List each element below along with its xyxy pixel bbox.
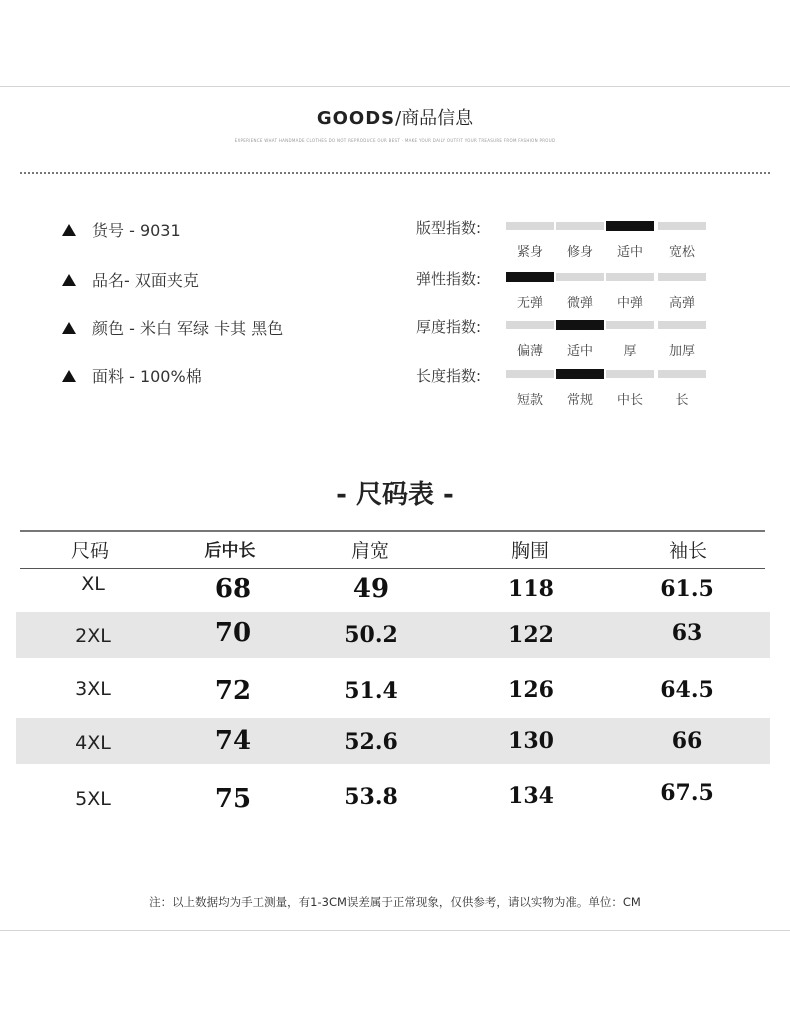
table-header-sleeve: 袖长: [668, 540, 707, 562]
index-option: 中长: [616, 393, 643, 408]
index-elasticity: [416, 268, 716, 311]
brand-text: GOODS: [316, 108, 396, 129]
index-option: 厚: [623, 344, 637, 359]
bottom-border: [0, 930, 790, 931]
index-option: 无弹: [516, 296, 543, 311]
chest-cell: 130: [508, 728, 554, 754]
index-option: 适中: [566, 344, 593, 359]
header-title: 商品信息: [401, 108, 474, 129]
table-header-size: 尺码: [70, 540, 109, 562]
sleeve-cell: 64.5: [660, 677, 714, 703]
index-label: 弹性指数:: [416, 270, 482, 288]
header-slash: /: [395, 108, 402, 129]
top-border: [0, 86, 790, 87]
index-label: 长度指数:: [416, 367, 482, 385]
index-bar: [506, 222, 554, 230]
index-option: 宽松: [668, 245, 695, 260]
info-text: 颜色 - 米白 军绿 卡其 黑色: [92, 319, 284, 338]
info-item-color: [62, 316, 283, 339]
shoulder-cell: 49: [352, 574, 390, 604]
table-row: [16, 772, 770, 818]
size-cell: 3XL: [75, 678, 111, 700]
triangle-bullet-icon: [62, 274, 76, 286]
shoulder-cell: 51.4: [344, 678, 398, 704]
index-bar: [506, 370, 554, 378]
index-bar: [506, 272, 554, 282]
index-bar: [658, 222, 706, 230]
table-top-rule: [20, 530, 765, 532]
size-cell: XL: [81, 573, 105, 595]
table-row: [16, 612, 770, 658]
info-item-fabric: [62, 364, 202, 387]
back-length-cell: 68: [214, 574, 252, 604]
table-row: [16, 566, 770, 612]
index-option: 短款: [516, 393, 543, 408]
back-length-cell: 70: [214, 618, 252, 648]
sleeve-cell: 66: [671, 728, 703, 754]
sleeve-cell: 61.5: [660, 576, 714, 602]
index-bar: [658, 273, 706, 281]
size-cell: 2XL: [75, 625, 111, 647]
sleeve-cell: 67.5: [660, 780, 714, 806]
index-option: 加厚: [668, 344, 695, 359]
triangle-bullet-icon: [62, 322, 76, 334]
index-option: 偏薄: [516, 344, 543, 359]
shoulder-cell: 50.2: [344, 622, 398, 648]
index-bar: [556, 320, 604, 330]
index-length: [416, 365, 716, 408]
index-bar: [658, 321, 706, 329]
shoulder-cell: 53.8: [344, 784, 398, 810]
table-row: [16, 718, 770, 764]
index-label: 版型指数:: [416, 219, 482, 237]
index-option: 中弹: [616, 296, 643, 311]
sleeve-cell: 63: [671, 620, 703, 646]
index-bar: [658, 370, 706, 378]
index-option: 适中: [616, 245, 643, 260]
index-thickness: [416, 316, 716, 359]
info-item-name: [62, 268, 199, 291]
info-item-sku: [62, 218, 181, 241]
chest-cell: 134: [508, 783, 554, 809]
goods-header: [0, 104, 790, 143]
index-bar: [606, 321, 654, 329]
index-option: 紧身: [516, 245, 543, 260]
info-text: 面料 - 100%棉: [92, 367, 202, 386]
index-bar: [556, 222, 604, 230]
back-length-cell: 74: [214, 726, 252, 756]
chest-cell: 118: [508, 576, 554, 602]
index-option: 长: [675, 393, 689, 408]
index-label: 厚度指数:: [416, 318, 482, 336]
table-row: [16, 666, 770, 712]
index-bar: [556, 273, 604, 281]
index-bar: [606, 370, 654, 378]
index-option: 高弹: [668, 296, 695, 311]
size-cell: 5XL: [75, 788, 111, 810]
back-length-cell: 72: [214, 676, 252, 706]
measurement-note: 注：以上数据均为手工测量，有1-3CM误差属于正常现象，仅供参考，请以实物为准。单位：CM: [149, 895, 641, 909]
index-option: 常规: [566, 393, 593, 408]
index-bar: [606, 273, 654, 281]
table-header-back-length: 后中长: [204, 541, 256, 561]
table-header-chest: 胸围: [510, 540, 549, 562]
size-cell: 4XL: [75, 732, 111, 754]
info-text: 品名- 双面夹克: [92, 271, 199, 290]
shoulder-cell: 52.6: [344, 729, 398, 755]
size-chart-title: - 尺码表 -: [336, 480, 454, 510]
back-length-cell: 75: [214, 784, 252, 814]
index-bar: [556, 369, 604, 379]
chest-cell: 126: [508, 677, 554, 703]
chest-cell: 122: [508, 622, 554, 648]
index-option: 修身: [566, 245, 593, 260]
index-fit: [416, 217, 716, 260]
info-text: 货号 - 9031: [92, 221, 181, 240]
triangle-bullet-icon: [62, 224, 76, 236]
header-small-text: EXPERIENCE WHAT HANDMADE CLOTHES DO NOT REPRODUCE OUR BEST · MAKE YOUR DAILY OUTFIT YOUR TREASURE FROM FASHION PROUD: [234, 138, 556, 143]
index-bar: [506, 321, 554, 329]
index-bar: [606, 221, 654, 231]
table-header-shoulder: 肩宽: [350, 540, 389, 562]
dotted-divider: [20, 172, 770, 174]
index-option: 微弹: [566, 296, 593, 311]
triangle-bullet-icon: [62, 370, 76, 382]
